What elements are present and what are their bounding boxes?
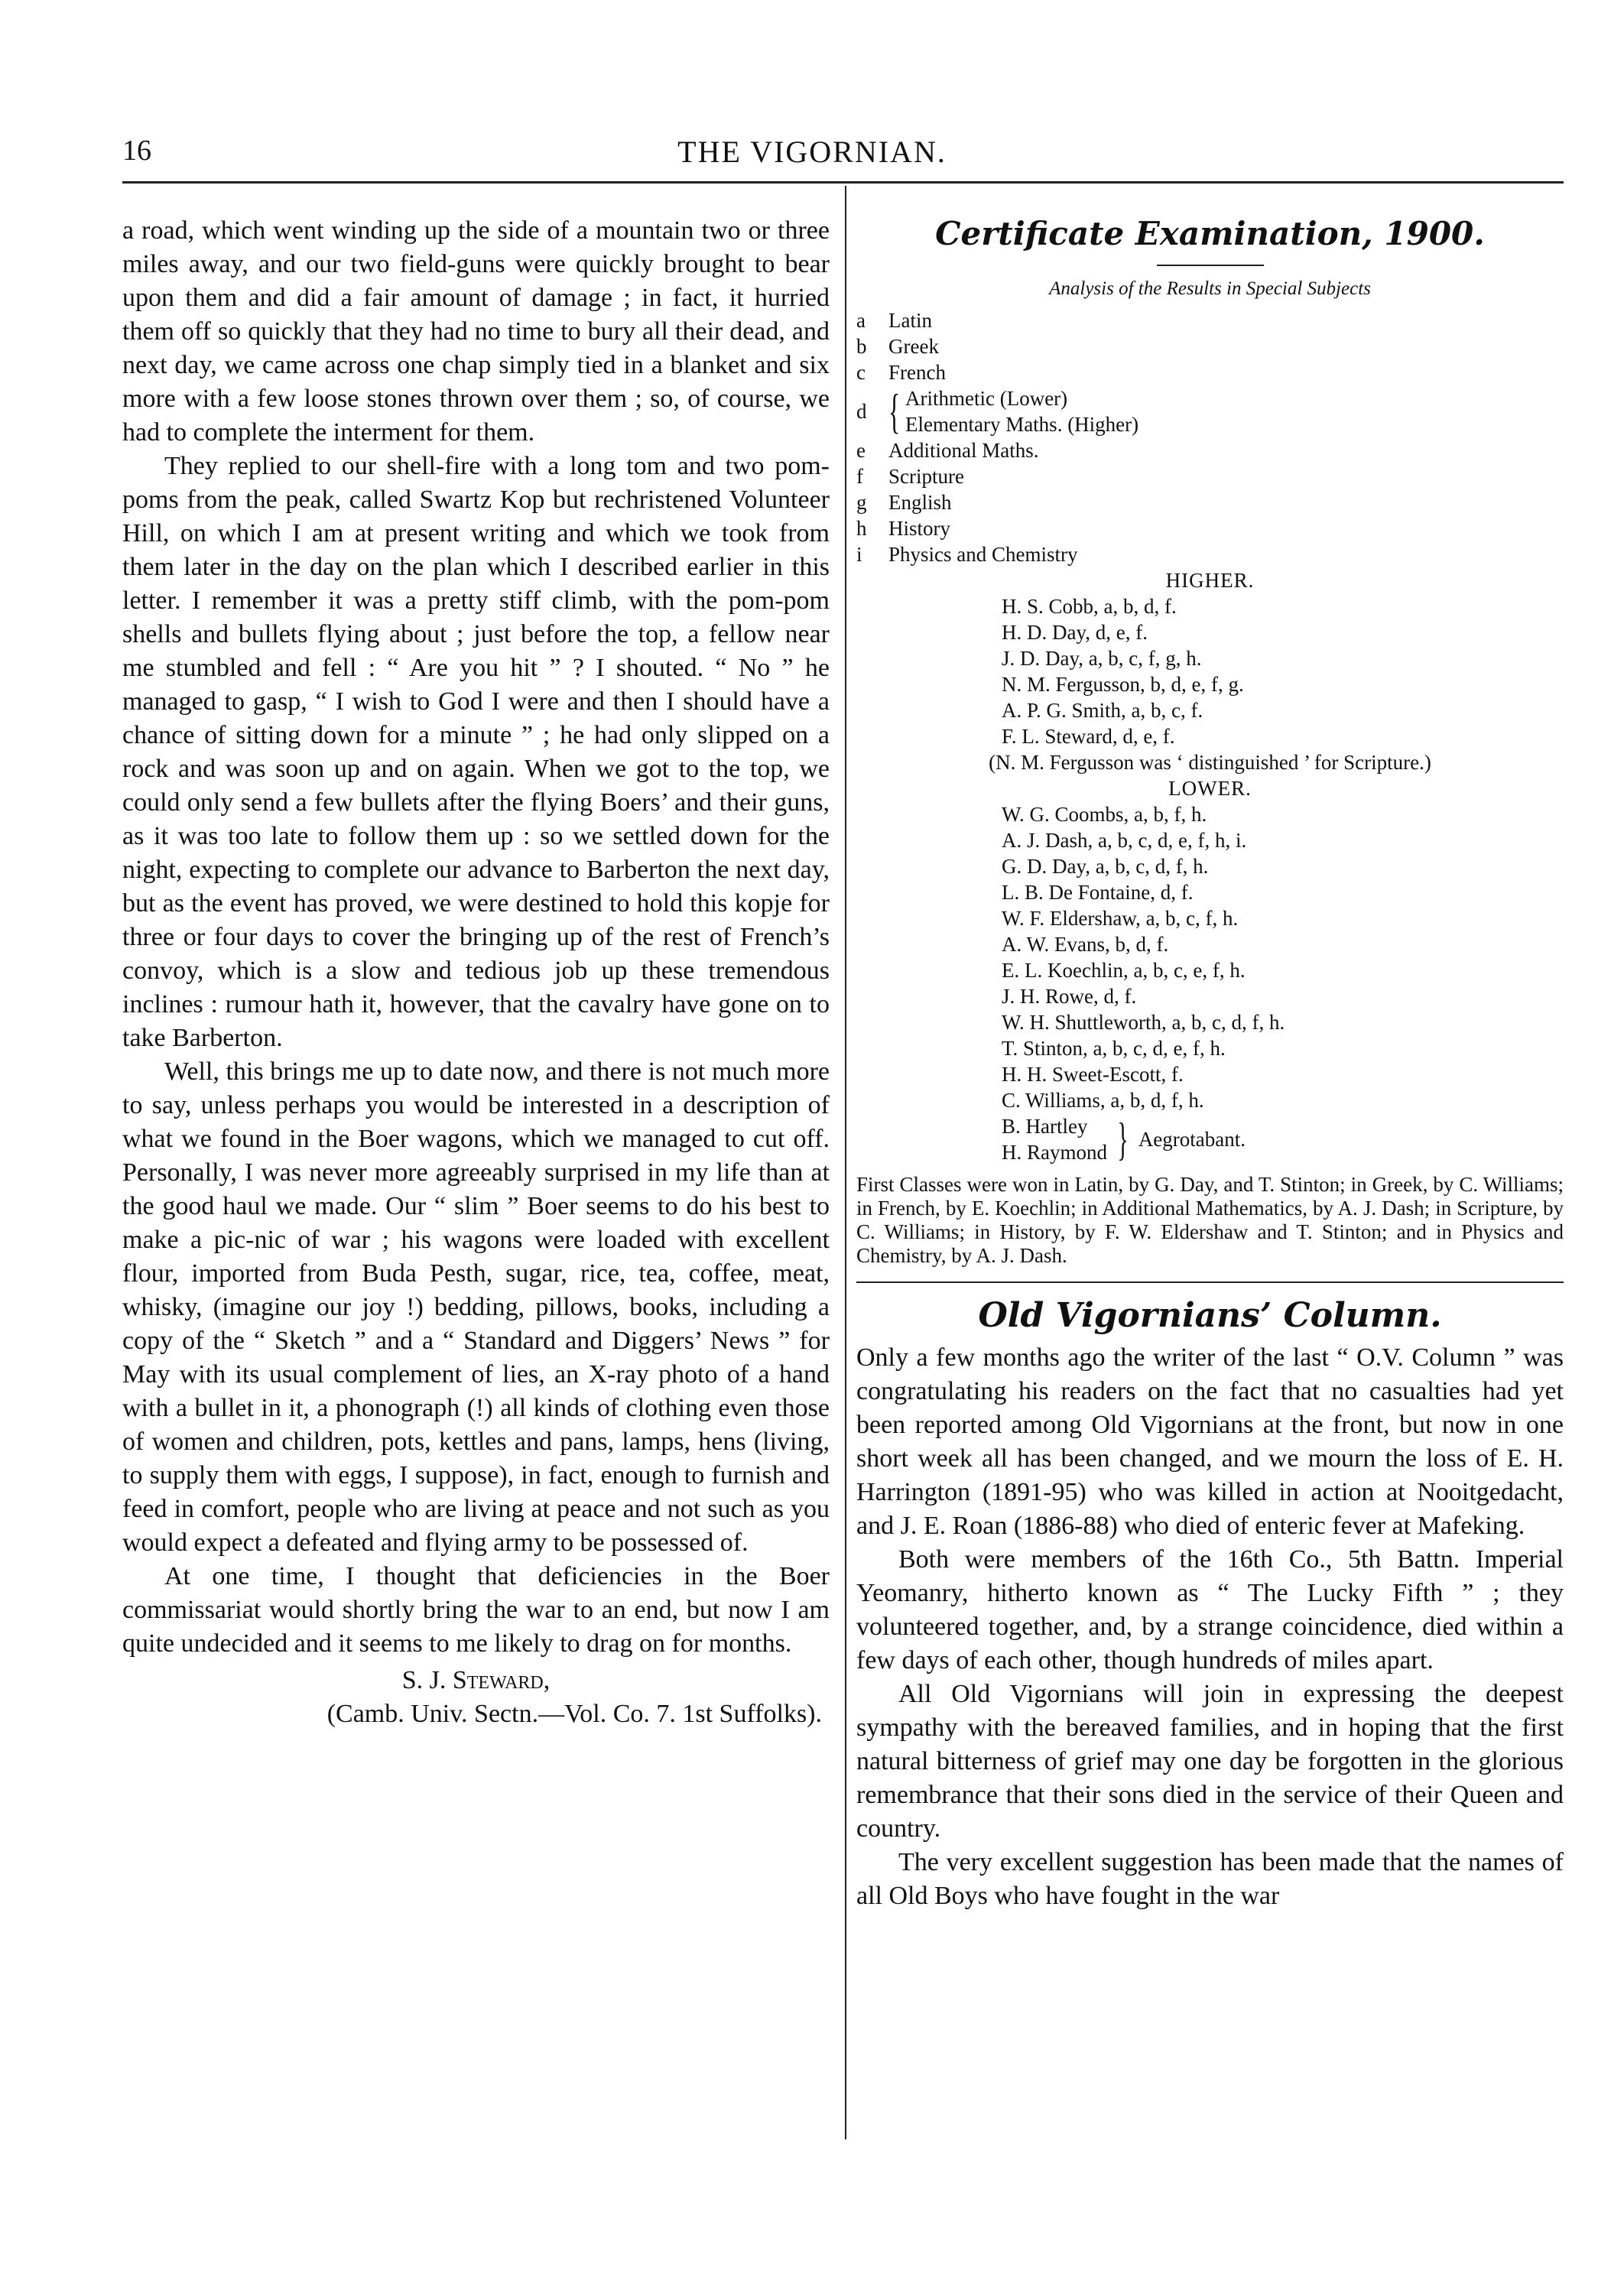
result-row: J. H. Rowe, d, f.	[1002, 985, 1137, 1008]
column-divider	[845, 186, 846, 2139]
result-row: T. Stinton, a, b, c, d, e, f, h.	[1002, 1037, 1226, 1060]
higher-heading: HIGHER.	[1165, 569, 1255, 592]
page-number: 16	[122, 135, 151, 167]
key-letter: d	[856, 400, 867, 423]
lower-results	[856, 801, 1564, 1165]
key-row-i	[856, 541, 1564, 567]
letter-paragraph-1: a road, which went winding up the side of a mountain two or three miles away, and our two field-guns were quickly brought to bear upon them and did a fair amount of damage ; in fact, it hurried them off so quickly that they had no time to bury all their dead, and next day, we came across one chap simply tied in a blanket and six more with a few loose stones thrown over them ; so, of course, we had to complete the interment for them.	[122, 216, 830, 447]
right-brace-icon: }	[1117, 1114, 1129, 1164]
higher-note: (N. M. Fergusson was ‘ distinguished ’ for Scripture.)	[989, 751, 1431, 774]
key-letter: e	[856, 439, 866, 462]
key-row-h	[856, 515, 1564, 541]
result-row: L. B. De Fontaine, d, f.	[1002, 881, 1194, 904]
subject-key	[856, 307, 1564, 567]
result-row: H. H. Sweet-Escott, f.	[1002, 1063, 1184, 1086]
lower-heading: LOWER.	[1168, 777, 1252, 800]
result-row: H. S. Cobb, a, b, d, f.	[1002, 595, 1177, 618]
key-row-b	[856, 333, 1564, 359]
ov-paragraph-4: The very excellent suggestion has been made that the names of all Old Boys who have fought in the war	[856, 1848, 1564, 1910]
analysis-caption: Analysis of the Results in Special Subjects	[1049, 278, 1371, 299]
right-column	[856, 214, 1564, 1913]
key-subject: History	[888, 517, 950, 540]
ov-paragraph-3: All Old Vigornians will join in expressing the deepest sympathy with the bereaved families, and in hoping that the first natural bitterness of grief may one day be forgotten in the glorious remembrance that their sons died in the service of their Queen and country.	[856, 1680, 1564, 1843]
key-subject: Physics and Chemistry	[888, 543, 1078, 566]
aegrotabant-name: H. Raymond	[1002, 1141, 1107, 1164]
ov-paragraph-1: Only a few months ago the writer of the last “ O.V. Column ” was congratulating his readers on the fact that no casualties had yet been reported among Old Vigornians at the front, but now in one short week all has been changed, and we mourn the loss of E. H. Harrington (1891-95) who was killed in action at Nooitgedacht, and J. E. Roan (1886-88) who died of enteric fever at Mafeking.	[856, 1343, 1564, 1540]
key-row-f	[856, 463, 1564, 489]
key-subject: Elementary Maths. (Higher)	[905, 413, 1139, 436]
key-letter: h	[856, 517, 867, 540]
header-rule	[122, 181, 1564, 184]
key-row-g	[856, 489, 1564, 515]
key-subject: Arithmetic (Lower)	[905, 387, 1068, 410]
aegrotabant-name: B. Hartley	[1002, 1115, 1088, 1138]
signature-name-text: S. J. Steward,	[401, 1666, 551, 1694]
first-classes-note: First Classes were won in Latin, by G. Day, and T. Stinton; in Greek, by C. Williams; in French, by E. Koechlin; in Additional Mathematics, by A. J. Dash; in Scripture, by C. Williams; in History, by F. W. Eldershaw and T. Stinton; and in Physics and Chemistry, by A. J. Dash.	[856, 1173, 1564, 1267]
letter-paragraph-2: They replied to our shell-fire with a long tom and two pom-poms from the peak, called Swartz Kop but rechristened Volunteer Hill, on which I am at present writing and which we took from them later in the day on the plan which I described earlier in this letter. I remember it was a pretty stiff climb, with the pom-pom shells and bullets flying about ; just before the top, a fellow near me stumbled and fell : “ Are you hit ” ? I shouted. “ No ” he managed to gasp, “ I wish to God I were and then I should have a chance of sitting down for a minute ” ; he had only slipped on a rock and was soon up and on again. When we got to the top, we could only send a few bullets after the flying Boers’ and their guns, as it was too late to follow them up : so we settled down for the night, expecting to complete our advance to Barberton the next day, but as the event has proved, we were destined to hold this kopje for three or four days to cover the bringing up of the rest of French’s convoy, which is a slow and tedious job up these tremendous inclines : rumour hath it, however, that the cavalry have gone on to take Barberton.	[122, 452, 830, 1052]
result-row: W. F. Eldershaw, a, b, c, f, h.	[1002, 907, 1239, 930]
result-row: W. H. Shuttleworth, a, b, c, d, f, h.	[1002, 1011, 1285, 1034]
result-row: A. J. Dash, a, b, c, d, e, f, h, i.	[1002, 829, 1247, 852]
ov-paragraph-2: Both were members of the 16th Co., 5th Battn. Imperial Yeomanry, hitherto known as “ The Lucky Fifth ” ; they volunteered together, and, by a strange coincidence, died within a few days of each other, though hundreds of miles apart.	[856, 1545, 1564, 1674]
aegrotabant-label: Aegrotabant.	[1138, 1128, 1246, 1151]
key-subject: Greek	[888, 335, 939, 358]
result-row: F. L. Steward, d, e, f.	[1002, 725, 1175, 748]
signature-unit: (Camb. Univ. Sectn.—Vol. Co. 7. 1st Suffolks).	[326, 1700, 822, 1728]
title-rule	[1157, 265, 1264, 266]
signature-name	[122, 1664, 830, 1697]
key-letter: g	[856, 491, 867, 514]
result-row: C. Williams, a, b, d, f, h.	[1002, 1089, 1204, 1112]
left-brace-icon: {	[888, 384, 901, 438]
key-row-a	[856, 307, 1564, 333]
result-row: N. M. Fergusson, b, d, e, f, g.	[1002, 673, 1244, 696]
key-letter: i	[856, 543, 862, 566]
result-row: H. D. Day, d, e, f.	[1002, 621, 1148, 644]
section-rule	[856, 1281, 1564, 1283]
key-letter: c	[856, 361, 866, 384]
key-row-c	[856, 359, 1564, 385]
result-row: A. P. G. Smith, a, b, c, f.	[1002, 699, 1203, 722]
key-row-d	[856, 385, 1564, 437]
key-letter: f	[856, 465, 863, 488]
letter-paragraph-3: Well, this brings me up to date now, and there is not much more to say, unless perhaps you would be interested in a description of what we found in the Boer wagons, which we managed to cut off. Personally, I was never more agreeably surprised in my life than at the good haul we made. Our “ slim ” Boer seems to do his best to make a pic-nic of war ; his wagons were loaded with excellent flour, imported from Buda Pesth, sugar, rice, tea, coffee, meat, whisky, (imagine our joy !) bedding, pillows, books, including a copy of the “ Sketch ” and a “ Standard and Diggers’ News ” for May with its usual complement of lies, an X-ray photo of a hand with a bullet in it, a phonograph (!) all kinds of clothing even those of women and children, pots, kettles and pans, lamps, hens (living, to supply them with eggs, I suppose), in fact, enough to furnish and feed in comfort, people who are living at peace and not such as you would expect a defeated and flying army to be possessed of.	[122, 1057, 830, 1557]
result-row: E. L. Koechlin, a, b, c, e, f, h.	[1002, 959, 1246, 982]
key-subject: English	[888, 491, 952, 514]
key-letter: b	[856, 335, 867, 358]
key-subject: Additional Maths.	[888, 439, 1039, 462]
key-subject: French	[888, 361, 946, 384]
result-row: G. D. Day, a, b, c, d, f, h.	[1002, 855, 1209, 878]
result-row: A. W. Evans, b, d, f.	[1002, 933, 1169, 956]
key-row-e	[856, 437, 1564, 463]
certificate-title: Certificate Examination, 1900.	[935, 215, 1485, 252]
higher-results	[856, 593, 1564, 749]
ov-column-title: Old Vigornians’ Column.	[978, 1296, 1442, 1335]
aegrotabant-group	[1002, 1113, 1564, 1165]
key-subject: Latin	[888, 309, 932, 332]
result-row: J. D. Day, a, b, c, f, g, h.	[1002, 647, 1202, 670]
key-subject-group	[905, 385, 1138, 437]
result-row: W. G. Coombs, a, b, f, h.	[1002, 803, 1207, 826]
left-column	[122, 214, 830, 1731]
page-title: THE VIGORNIAN.	[677, 135, 947, 169]
key-subject: Scripture	[888, 465, 964, 488]
letter-paragraph-4: At one time, I thought that deficiencies in the Boer commissariat would shortly bring the war to an end, but now I am quite undecided and it seems to me likely to drag on for months.	[122, 1562, 830, 1658]
aegrotabant-names	[1002, 1113, 1107, 1165]
key-letter: a	[856, 309, 866, 332]
